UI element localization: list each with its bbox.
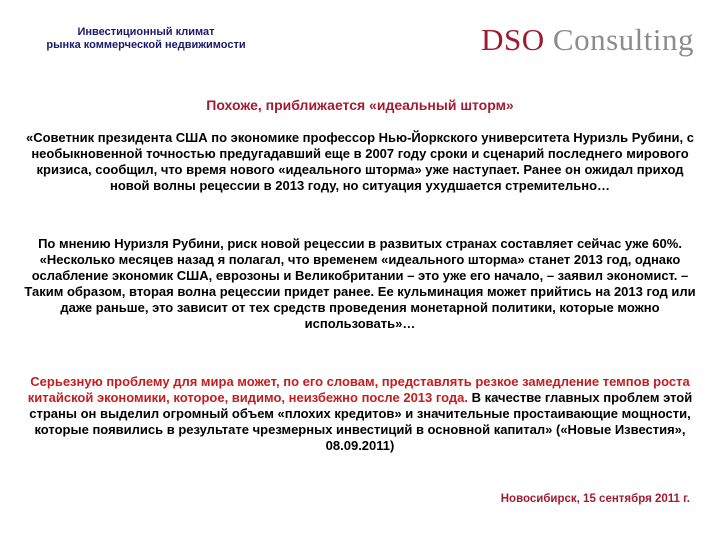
presentation-title-line2: рынка коммерческой недвижимости — [46, 39, 246, 51]
presentation-title-line1: Инвестиционный климат — [77, 26, 215, 38]
paragraph-3-rest: В качестве главных проблем этой страны он выделил огромный объем «плохих кредитов» и значительные простаивающие мощности, которые появились в результате чрезмерных инвестиций в основной капитал» («Новые Известия», 08.09.2011) — [29, 390, 693, 453]
slide-title: Похоже, приближается «идеальный шторм» — [206, 97, 514, 113]
quote-paragraph-3 — [22, 374, 698, 454]
logo-dso: DSO — [481, 22, 545, 57]
company-logo — [481, 22, 694, 58]
logo-consulting: Consulting — [552, 22, 694, 57]
presentation-title — [30, 26, 262, 52]
place-date: Новосибирск, 15 сентября 2011 г. — [500, 493, 690, 505]
highlighted-text: Серьезную проблему для мира может, по его словам, представлять резкое замедление темпов роста китайской экономики, которое, видимо, неизбежно после 2013 года. — [27, 374, 690, 405]
quote-paragraph-1: «Советник президента США по экономике профессор Нью-Йоркского университета Нуризль Рубини, с необыкновенной точностью предугадавший еще в 2007 году сроки и сценарий последнего мирового кризиса, сообщил, что время нового «идеального шторма» уже наступает. Ранее он ожидал приход новой волны рецессии в 2013 году, но ситуация ухудшается стремительно… — [26, 130, 694, 193]
quote-paragraph-2: По мнению Нуризля Рубини, риск новой рецессии в развитых странах составляет сейчас уже 60%. «Несколько месяцев назад я полагал, что временем «идеального шторма» станет 2013 год, однако ослабление экономик США, еврозоны и Великобритании – это уже его начало, – заявил экономист. – Таким образом, вторая волна рецессии придет ранее. Ее кульминация может прийтись на 2013 год или даже раньше, это зависит от тех средств проведения монетарной политики, которые можно использовать»… — [24, 236, 696, 331]
header — [0, 0, 720, 62]
